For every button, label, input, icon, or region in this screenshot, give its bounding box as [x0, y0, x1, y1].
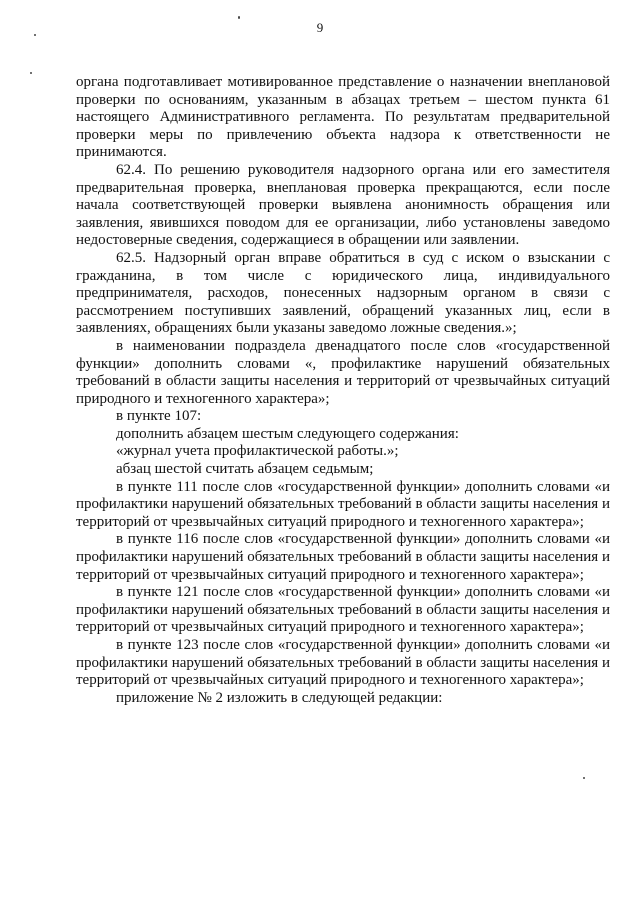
paragraph-subsection-title-amendment: в наименовании подраздела двенадцатого после слов «государственной функции» дополнить словами «, профилактике нарушений обязательных требований в области защиты населения и территорий от чрезвычайных ситуаций природного и техногенного характера»; — [76, 337, 610, 407]
paragraph-add-sixth-clause: дополнить абзацем шестым следующего содержания: — [116, 425, 459, 442]
paragraph-62-4: 62.4. По решению руководителя надзорного органа или его заместителя предварительная проверка, внеплановая проверка прекращаются, если после начала соответствующей проверки выявлена анонимность обращения или заявления, явившихся поводом для ее организации, либо установлены заведомо недостоверные сведения, содержащиеся в обращении или заявлении. — [76, 161, 610, 249]
paragraph-item-123: в пункте 123 после слов «государственной функции» дополнить словами «и профилактики нарушений обязательных требований в области защиты населения и территорий от чрезвычайных ситуаций природного и техногенного характера»; — [76, 637, 610, 689]
paragraph-item-107: в пункте 107: — [116, 408, 202, 425]
page-number: 9 — [316, 20, 324, 35]
paragraph-item-111: в пункте 111 после слов «государственной функции» дополнить словами «и профилактики нарушений обязательных требований в области защиты населения и территорий от чрезвычайных ситуаций природного и техногенного характера»; — [76, 478, 610, 530]
paragraph-item-116: в пункте 116 после слов «государственной функции» дополнить словами «и профилактики нарушений обязательных требований в области защиты населения и территорий от чрезвычайных ситуаций природного и техногенного характера»; — [76, 531, 610, 583]
scan-speck — [238, 16, 240, 19]
paragraph-continuation: органа подготавливает мотивированное представление о назначении внеплановой проверки по основаниям, указанным в абзацах третьем – шестом пункта 61 настоящего Административного регламента. По результатам предварительной проверки меры по привлечению объекта надзора к ответственности не принимаются. — [76, 74, 610, 161]
paragraph-62-5: 62.5. Надзорный орган вправе обратиться в суд с иском о взыскании с гражданина, в том числе с юридического лица, индивидуального предпринимателя, расходов, понесенных надзорным органом в связи с рассмотрением поступивших заявлений, обращений указанных лиц, если в заявлениях, обращениях были указаны заведомо ложные сведения.»; — [76, 249, 610, 337]
scan-speck — [583, 777, 585, 779]
scan-speck — [30, 72, 32, 74]
paragraph-appendix-2: приложение № 2 изложить в следующей редакции: — [116, 689, 443, 706]
document-body — [76, 74, 610, 707]
paragraph-item-121: в пункте 121 после слов «государственной функции» дополнить словами «и профилактики нарушений обязательных требований в области защиты населения и территорий от чрезвычайных ситуаций природного и техногенного характера»; — [76, 584, 610, 636]
paragraph-journal-entry: «журнал учета профилактической работы.»; — [116, 443, 399, 460]
paragraph-renumber-clause: абзац шестой считать абзацем седьмым; — [116, 461, 374, 478]
